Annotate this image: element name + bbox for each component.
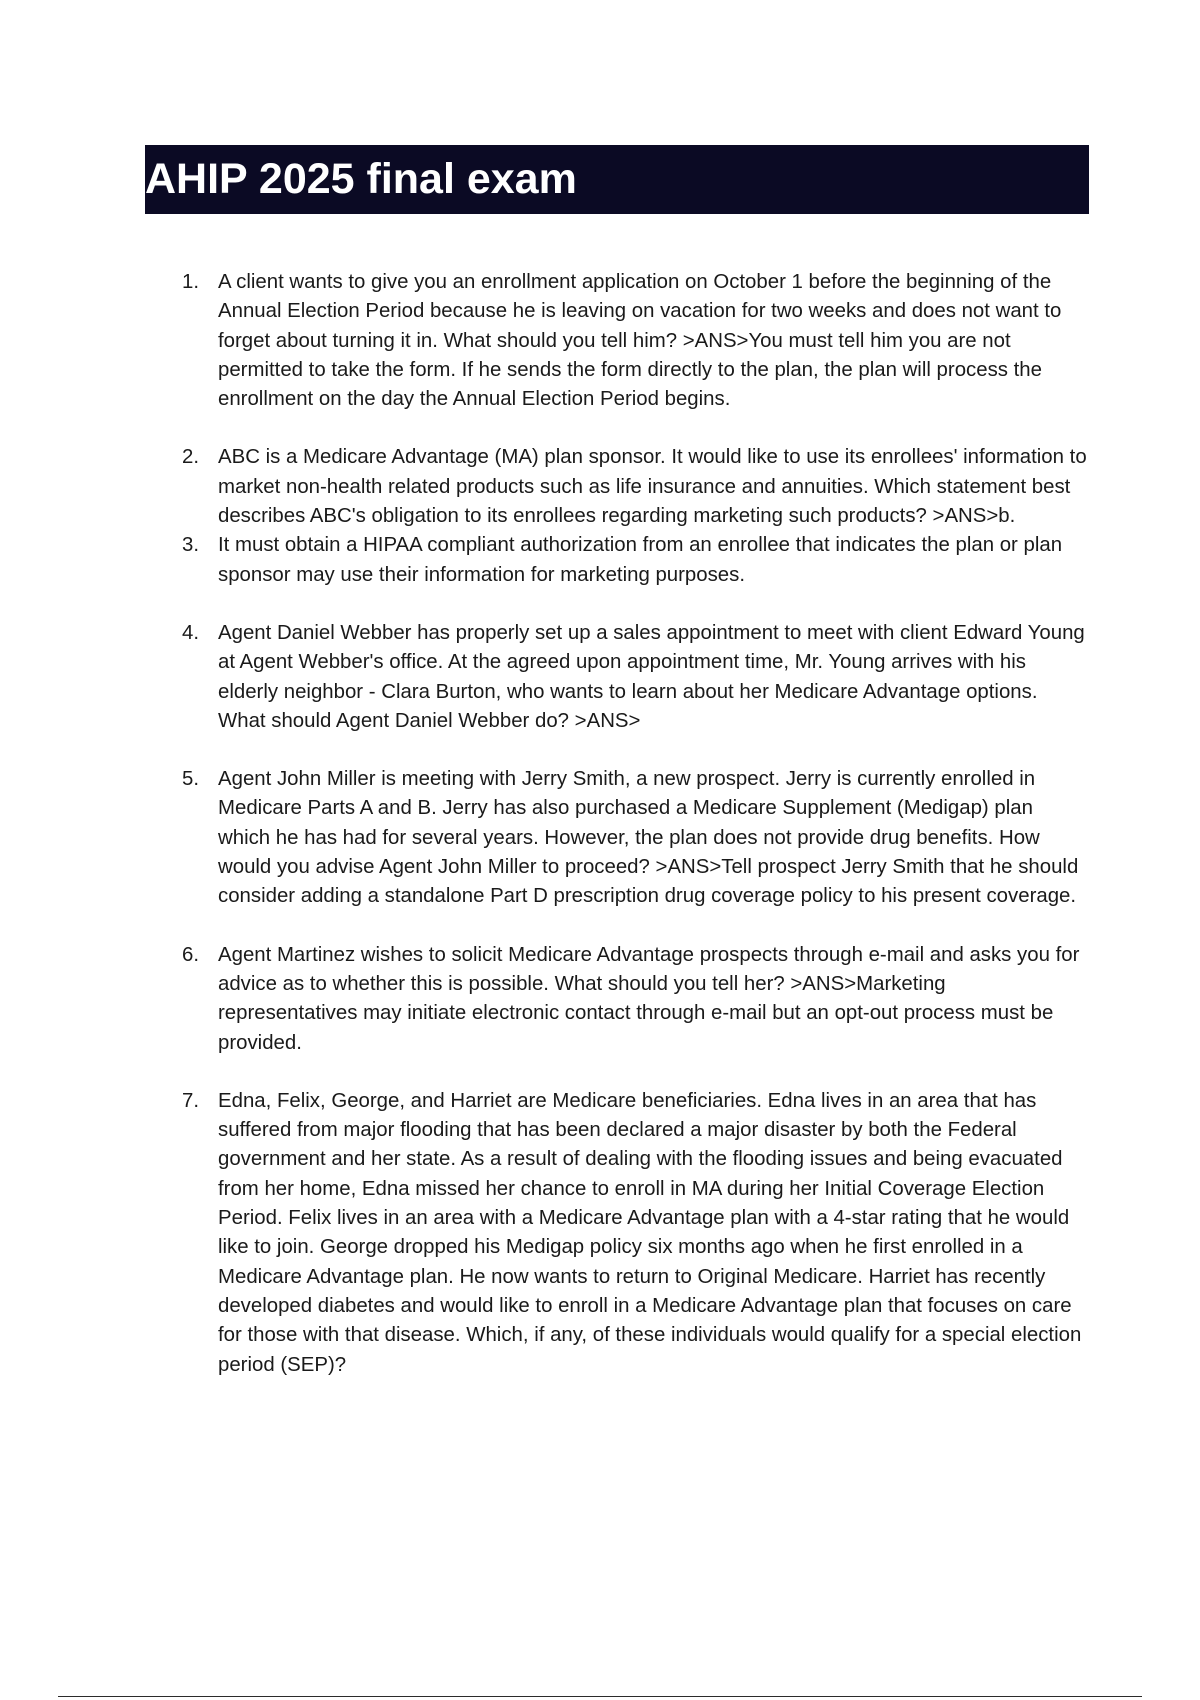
question-text: It must obtain a HIPAA compliant authorization from an enrollee that indicates the plan or plan sponsor may use their information for marketing purposes. [218, 534, 1063, 586]
question-text: ABC is a Medicare Advantage (MA) plan sponsor. It would like to use its enrollees' information to market non-health related products such as life insurance and annuities. Which statement best describes ABC's obligation to its enrollees regarding marketing such products? >ANS>b. [218, 446, 1087, 528]
question-number: 6. [182, 943, 200, 966]
question-number: 3. [182, 534, 200, 557]
question-number: 7. [182, 1089, 200, 1112]
question-number: 1. [182, 271, 200, 293]
footer-divider [58, 1696, 1142, 1697]
page-title: AHIP 2025 final exam [145, 155, 577, 203]
question-item [0, 268, 1090, 414]
question-item [0, 765, 1090, 911]
question-item [0, 1087, 1090, 1380]
question-list [0, 268, 1200, 1380]
question-text: Agent John Miller is meeting with Jerry Smith, a new prospect. Jerry is currently enrolled in Medicare Parts A and B. Jerry has also purchased a Medicare Supplement (Medigap) plan which he has had for several years. However, the plan does not provide drug benefits. How would you advise Agent John Miller to proceed? >ANS>Tell prospect Jerry Smith that he should consider adding a standalone Part D prescription drug coverage policy to his present coverage. [218, 768, 1079, 908]
question-number: 2. [182, 446, 200, 469]
question-item [0, 941, 1090, 1058]
question-item [0, 531, 1090, 590]
question-item [0, 619, 1090, 736]
question-text: Agent Daniel Webber has properly set up a sales appointment to meet with client Edward Young at Agent Webber's office. At the agreed upon appointment time, Mr. Young arrives with his elderly neighbor - Clara Burton, who wants to learn about her Medicare Advantage options. What should Agent Daniel Webber do? >ANS> [218, 621, 1085, 732]
question-number: 5. [182, 768, 200, 791]
title-banner [145, 145, 1089, 214]
question-text: A client wants to give you an enrollment application on October 1 before the beginning of the Annual Election Period because he is leaving on vacation for two weeks and does not want to forget about turning it in. What should you tell him? >ANS>You must tell him you are not permitted to take the form. If he sends the form directly to the plan, the plan will process the enrollment on the day the Annual Election Period begins. [218, 271, 1062, 411]
question-item [0, 443, 1090, 531]
question-text: Edna, Felix, George, and Harriet are Medicare beneficiaries. Edna lives in an area that has suffered from major flooding that has been declared a major disaster by both the Federal government and her state. As a result of dealing with the flooding issues and being evacuated from her home, Edna missed her chance to enroll in MA during her Initial Coverage Election Period. Felix lives in an area with a Medicare Advantage plan with a 4-star rating that he would like to join. George dropped his Medigap policy six months ago when he first enrolled in a Medicare Advantage plan. He now wants to return to Original Medicare. Harriet has recently developed diabetes and would like to enroll in a Medicare Advantage plan that focuses on care for those with that disease. Which, if any, of these individuals would qualify for a special election period (SEP)? [218, 1089, 1082, 1376]
question-text: Agent Martinez wishes to solicit Medicare Advantage prospects through e-mail and asks you for advice as to whether this is possible. What should you tell her? >ANS>Marketing representatives may initiate electronic contact through e-mail but an opt-out process must be provided. [218, 943, 1080, 1054]
question-number: 4. [182, 621, 200, 644]
